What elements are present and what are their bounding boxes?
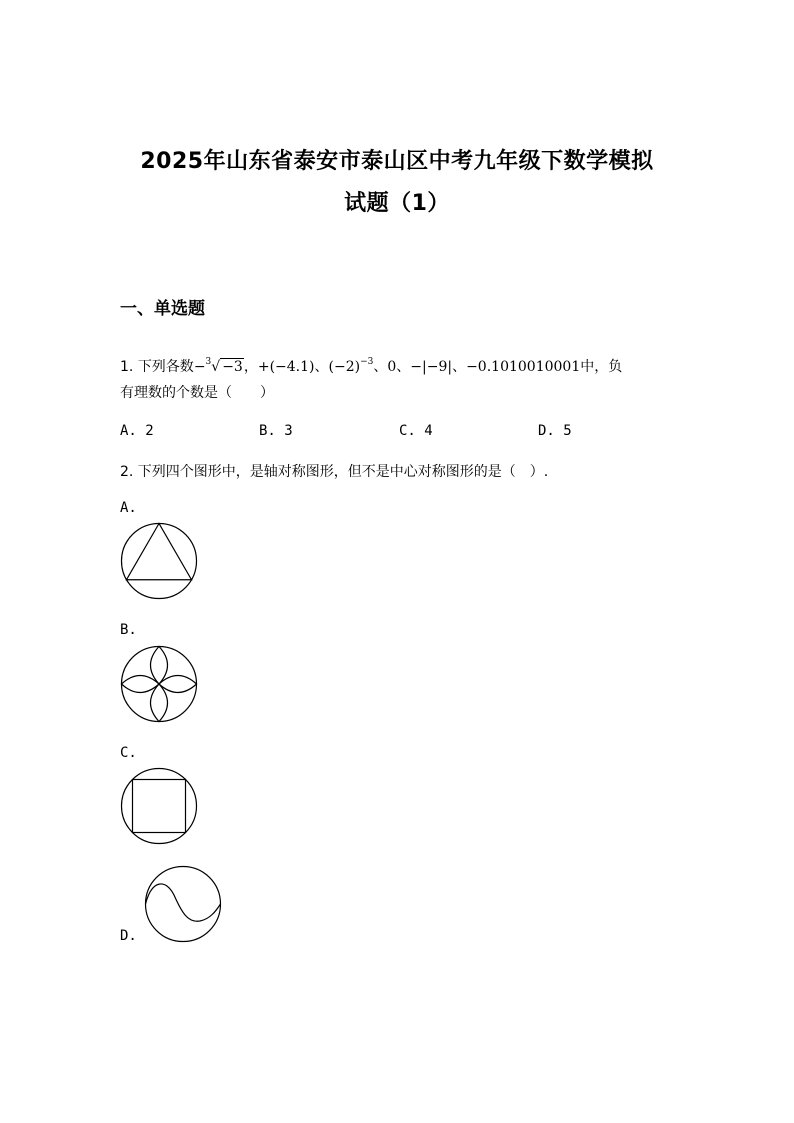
separator: 、: [314, 359, 329, 375]
separator: 、: [373, 359, 388, 375]
question-1-tail: 中，负: [580, 359, 623, 375]
figure-b-circle-petals: [120, 645, 198, 723]
question-1-number: 1.: [120, 359, 134, 375]
page-title-line2: 试题（1）: [344, 191, 450, 216]
expr-decimal: −0.1010010001: [466, 359, 581, 375]
figure-a-circle-triangle: [120, 522, 198, 600]
q1-option-a: A. 2: [120, 423, 154, 439]
figure-d-circle-s-curve: [144, 865, 222, 943]
q2-option-d-label: D.: [120, 928, 137, 944]
question-1-lead: 下列各数: [137, 359, 194, 375]
q1-option-b: B. 3: [259, 423, 293, 439]
separator: 、: [452, 359, 467, 375]
q2-option-a-label: A.: [120, 500, 137, 516]
q2-option-b-label: B.: [120, 622, 137, 638]
expr-absolute: −|−9|: [410, 359, 453, 375]
question-2-text: 2. 下列四个图形中，是轴对称图形，但不是中心对称图形的是（ ）.: [120, 464, 549, 480]
question-1-line1: [120, 352, 622, 377]
section-heading: 一、单选题: [120, 299, 205, 319]
q1-option-c: C. 4: [399, 423, 433, 439]
page-title-line1: 2025年山东省泰安市泰山区中考九年级下数学模拟: [140, 149, 654, 174]
expr-zero: 0: [387, 359, 397, 375]
question-1-line2: 有理数的个数是（ ）: [120, 385, 274, 401]
separator: ，: [243, 359, 258, 375]
expr-power: $(-2)^{-3}$: [328, 357, 374, 375]
expr-cube-root: −$^3$√ −3: [193, 357, 243, 375]
q2-option-c-label: C.: [120, 745, 137, 761]
q1-option-d: D. 5: [538, 423, 572, 439]
expr-positive-paren: +(−4.1): [257, 359, 315, 375]
figure-c-circle-square: [120, 767, 198, 845]
separator: 、: [396, 359, 411, 375]
